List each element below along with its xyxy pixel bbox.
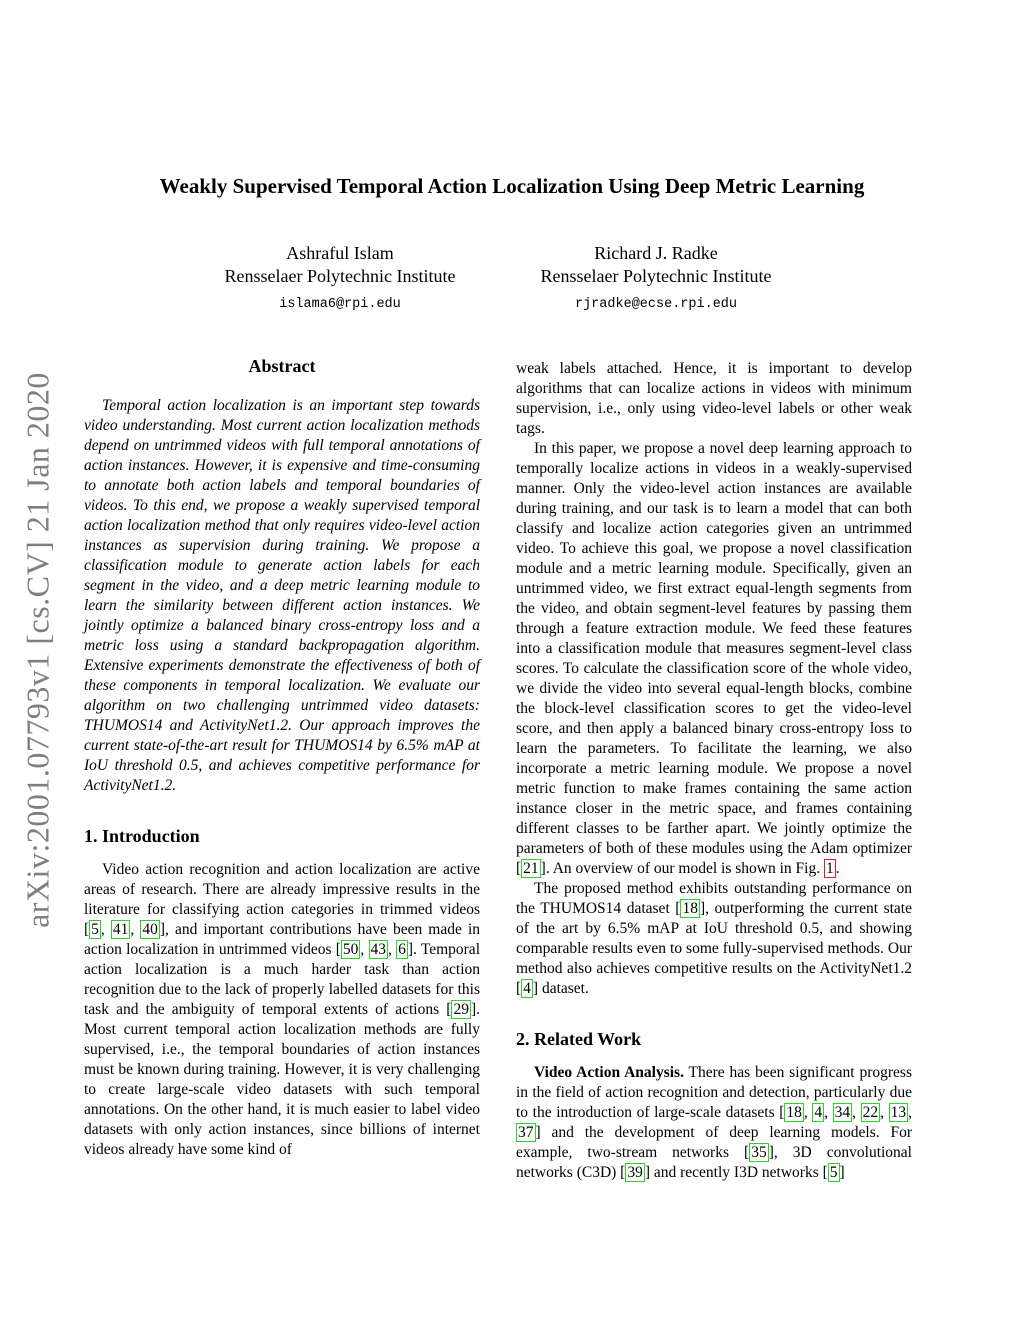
author-name: Ashraful Islam: [286, 243, 394, 263]
citation-link[interactable]: 4: [523, 980, 531, 997]
arxiv-stamp: arXiv:2001.07793v1 [cs.CV] 21 Jan 2020: [19, 372, 56, 928]
citation-link[interactable]: 5: [91, 921, 99, 938]
citation-link[interactable]: 40: [142, 921, 158, 938]
author-affiliation: Rensselaer Polytechnic Institute: [540, 266, 772, 286]
author-name: Richard J. Radke: [594, 243, 718, 263]
citation-link[interactable]: 29: [453, 1001, 469, 1018]
citation-link[interactable]: 37: [518, 1124, 534, 1141]
citation-link[interactable]: 18: [682, 900, 698, 917]
body-paragraph: weak labels attached. Hence, it is important to develop algorithms that can localize actions in videos with minimum supervision, i.e., only using video-level labels or other weak tags.: [516, 360, 912, 437]
author-email[interactable]: rjradke@ecse.rpi.edu: [574, 297, 738, 312]
citation-link[interactable]: 39: [627, 1164, 643, 1181]
arxiv-sidebar: [18, 0, 58, 1325]
section-heading-introduction: 1. Introduction: [84, 826, 200, 846]
author-affiliation: Rensselaer Polytechnic Institute: [224, 266, 456, 286]
body-paragraph: Video Action Analysis. There has been significant progress in the field of action recognition and detection, particularly due to the introduction of large-scale datasets [ 18 , 4 , 34 , 22 , 13 , 37 ] and the development of deep learning models. For example, two-stream networks [ 35 ], 3D convolutional networks (C3D) [ 39 ] and recently I3D networks [ 5 ]: [516, 1064, 913, 1181]
author-block-1: [200, 242, 480, 316]
intro-paragraph: Video action recognition and action localization are active areas of research. There are already impressive results in the literature for classifying action categories in trimmed videos [ 5 , 41 , 40 ], and important contributions have been made in action localization in untrimmed videos [ 50 , 43 , 6 ]. Temporal action localization is a much harder task than action recognition due to the lack of properly labelled datasets for this task and the ambiguity of temporal extents of actions [ 29 ]. Most current temporal action localization methods are fully supervised, i.e., the temporal boundaries of action instances must be known during training. However, it is very challenging to create large-scale video datasets with such temporal annotations. On the other hand, it is much easier to label video datasets with only action instances, since billions of internet videos already have some kind of: [84, 861, 480, 1158]
citation-link[interactable]: 13: [890, 1104, 907, 1121]
citation-link[interactable]: 50: [342, 941, 359, 958]
paragraph-run-head: Video Action Analysis.: [534, 1064, 684, 1081]
right-column: [516, 359, 912, 1183]
citation-link[interactable]: 18: [786, 1104, 802, 1121]
citation-link[interactable]: 43: [370, 941, 387, 958]
citation-link[interactable]: 34: [834, 1104, 851, 1121]
section-heading-related-work: 2. Related Work: [516, 1029, 642, 1049]
author-block-2: [516, 242, 796, 316]
body-paragraph: The proposed method exhibits outstanding performance on the THUMOS14 dataset [ 18 ], outperforming the current state of the art by 6.5% mAP at IoU threshold 0.5, and showing comparable results even to some fully-supervised methods. Our method also achieves competitive results on the ActivityNet1.2 [ 4 ] dataset.: [516, 880, 912, 997]
citation-link[interactable]: 41: [112, 921, 129, 938]
author-email[interactable]: islama6@rpi.edu: [279, 297, 401, 312]
citation-link[interactable]: 5: [829, 1164, 838, 1181]
citation-link[interactable]: 35: [751, 1144, 767, 1161]
citation-link[interactable]: 21: [523, 860, 539, 877]
abstract-text: Temporal action localization is an important step towards video understanding. Most current action localization methods depend on untrimmed videos with full temporal annotations of action instances. However, it is expensive and time-consuming to annotate both action labels and temporal boundaries of videos. To this end, we propose a weakly supervised temporal action localization method that only requires video-level action instances as supervision during training. We propose a classification module to generate action labels for each segment in the video, and a deep metric learning module to learn the similarity between different action instances. We jointly optimize a balanced binary cross-entropy loss and a metric loss using a standard backpropagation algorithm. Extensive experiments demonstrate the effectiveness of both of these components in temporal localization. We evaluate our algorithm on two challenging untrimmed video datasets: THUMOS14 and ActivityNet1.2. Our approach improves the current state-of-the-art result for THUMOS14 by 6.5% mAP at IoU threshold 0.5, and achieves competitive performance for ActivityNet1.2.: [84, 397, 480, 794]
body-paragraph: In this paper, we propose a novel deep learning approach to temporally localize actions in videos in a weakly-supervised manner. Only the video-level action instances are available during training, and our task is to learn a model that can both classify and localize action categories given an untrimmed video. To achieve this goal, we propose a novel classification module and a metric learning module. Specifically, given an untrimmed video, we first extract equal-length segments from the video, and obtain segment-level features by passing them through a feature extraction module. We feed these features into a classification module that measures segment-level class scores. To calculate the classification score of the whole video, we divide the video into several equal-length blocks, combine the block-level classification scores to get the video-level score, and then apply a balanced binary cross-entropy loss to learn the parameters. To facilitate the learning, we also incorporate a metric learning module. We propose a novel metric function to make frames containing the same action instance closer in the metric space, and frames containing different classes to be farther apart. We jointly optimize the parameters of both of these modules using the Adam optimizer [ 21 ]. An overview of our model is shown in Fig. 1 .: [516, 440, 912, 877]
citation-link[interactable]: 22: [862, 1104, 879, 1121]
left-column: [84, 356, 480, 1160]
citation-link[interactable]: 6: [398, 941, 406, 958]
abstract-heading: Abstract: [248, 356, 316, 376]
paper-title: Weakly Supervised Temporal Action Localization Using Deep Metric Learning: [159, 174, 865, 198]
citation-link[interactable]: 4: [814, 1104, 823, 1121]
figure-link[interactable]: 1: [825, 860, 834, 877]
